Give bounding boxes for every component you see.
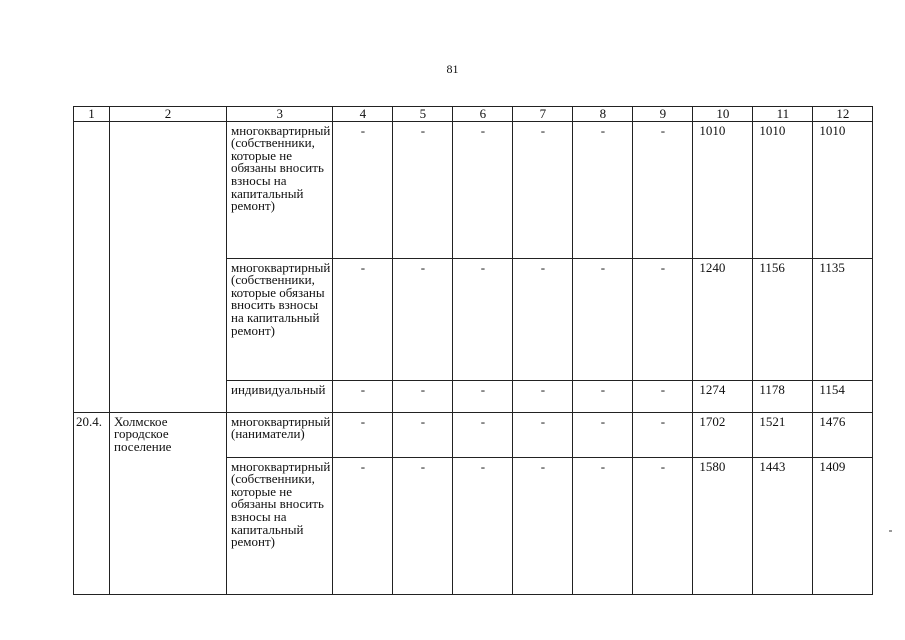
column-header: 6 [453, 107, 513, 122]
value-cell: 1580 [693, 457, 753, 594]
table-cell: - [573, 412, 633, 457]
table-cell: - [393, 457, 453, 594]
table-cell: - [453, 457, 513, 594]
table-cell: - [633, 258, 693, 380]
row-code [74, 121, 110, 412]
table-cell: - [333, 457, 393, 594]
value-cell: 1010 [753, 121, 813, 258]
table-cell: - [333, 121, 393, 258]
table-cell: - [633, 457, 693, 594]
table-cell: - [513, 258, 573, 380]
value-cell: 1178 [753, 380, 813, 412]
table-cell: - [513, 457, 573, 594]
table-header-row [74, 107, 873, 122]
table-cell: - [513, 380, 573, 412]
table-cell: - [513, 412, 573, 457]
table-cell: - [633, 380, 693, 412]
table-cell: - [393, 412, 453, 457]
value-cell: 1409 [813, 457, 873, 594]
tariff-table [73, 106, 873, 595]
table-cell: - [573, 457, 633, 594]
value-cell: 1135 [813, 258, 873, 380]
column-header: 9 [633, 107, 693, 122]
housing-type: многоквартирный (наниматели) [227, 412, 333, 457]
table-cell: - [393, 121, 453, 258]
table-cell: - [453, 121, 513, 258]
table-row [74, 121, 873, 258]
row-code: 20.4. [74, 412, 110, 594]
table-cell: - [393, 380, 453, 412]
table-cell: - [633, 121, 693, 258]
table-cell: - [333, 412, 393, 457]
housing-type: многоквартирный (собственники, которые не обязаны вносить взносы на капитальный ремонт) [227, 457, 333, 594]
value-cell: 1521 [753, 412, 813, 457]
housing-type: индивидуальный [227, 380, 333, 412]
value-cell: 1443 [753, 457, 813, 594]
column-header: 3 [227, 107, 333, 122]
value-cell: 1476 [813, 412, 873, 457]
column-header: 5 [393, 107, 453, 122]
column-header: 7 [513, 107, 573, 122]
table-cell: - [393, 258, 453, 380]
table-cell: - [453, 412, 513, 457]
value-cell: 1010 [813, 121, 873, 258]
value-cell: 1154 [813, 380, 873, 412]
column-header: 1 [74, 107, 110, 122]
settlement-name [110, 121, 227, 412]
value-cell: 1240 [693, 258, 753, 380]
table-cell: - [333, 380, 393, 412]
housing-type: многоквартирный (собственники, которые не обязаны вносить взносы на капитальный ремонт) [227, 121, 333, 258]
housing-type: многоквартирный (собственники, которые обязаны вносить взносы на капитальный ремонт) [227, 258, 333, 380]
table-cell: - [633, 412, 693, 457]
table-cell: - [513, 121, 573, 258]
value-cell: 1274 [693, 380, 753, 412]
page-number: 81 [446, 62, 459, 76]
table-row [74, 412, 873, 457]
column-header: 11 [753, 107, 813, 122]
scan-mark [889, 530, 892, 532]
table-cell: - [333, 258, 393, 380]
table-cell: - [573, 258, 633, 380]
value-cell: 1156 [753, 258, 813, 380]
value-cell: 1010 [693, 121, 753, 258]
column-header: 12 [813, 107, 873, 122]
column-header: 4 [333, 107, 393, 122]
table-cell: - [573, 121, 633, 258]
table-cell: - [453, 380, 513, 412]
table-cell: - [573, 380, 633, 412]
table-cell: - [453, 258, 513, 380]
column-header: 8 [573, 107, 633, 122]
value-cell: 1702 [693, 412, 753, 457]
column-header: 10 [693, 107, 753, 122]
column-header: 2 [110, 107, 227, 122]
settlement-name: Холмское городское поселение [110, 412, 227, 594]
